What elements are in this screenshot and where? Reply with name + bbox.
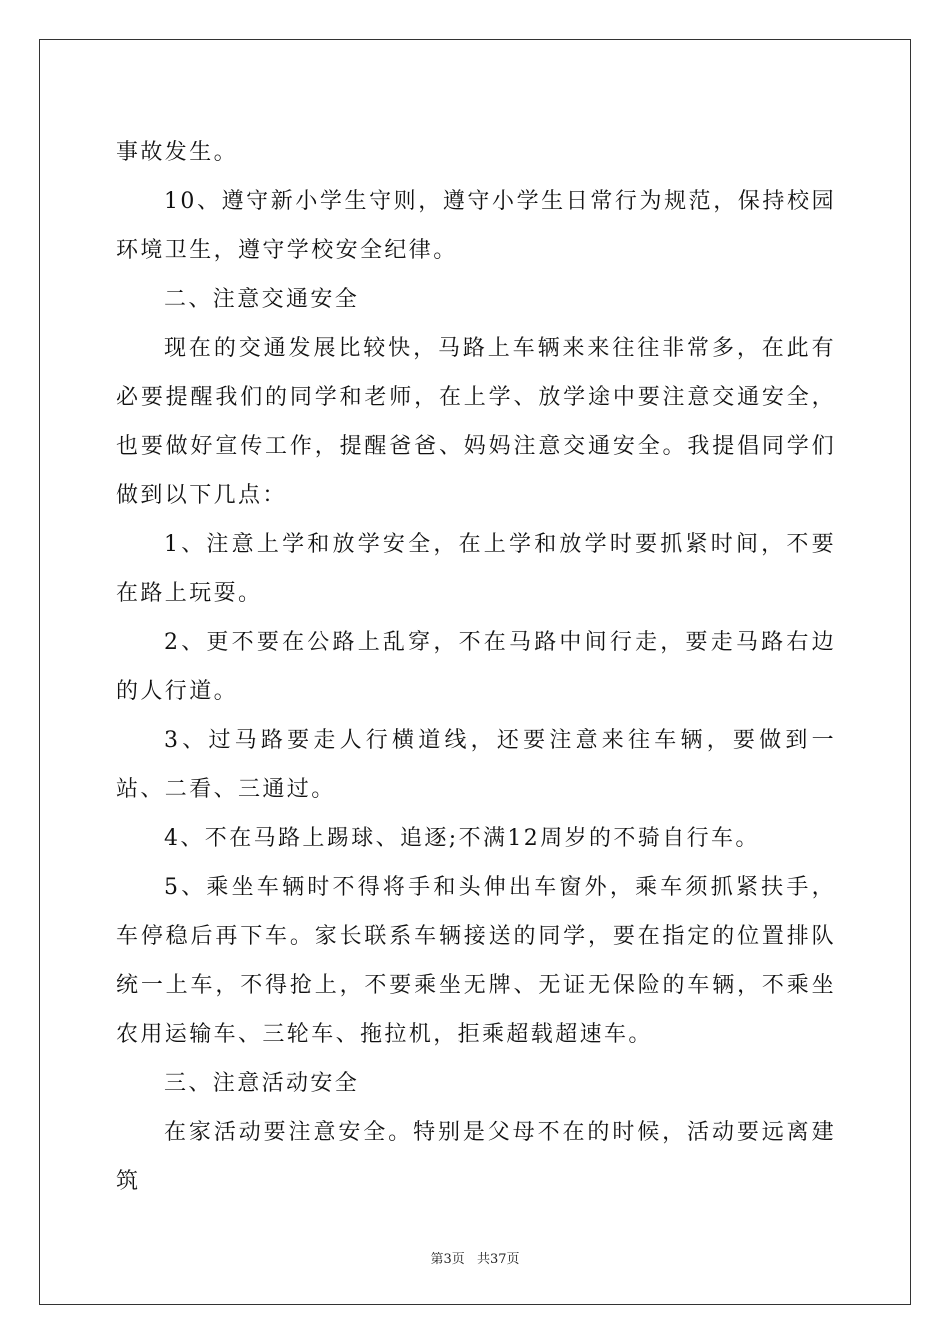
- list-item: 5、乘坐车辆时不得将手和头伸出车窗外，乘车须抓紧扶手，车停稳后再下车。家长联系车辆接送的同学，要在指定的位置排队统一上车，不得抢上，不要乘坐无牌、无证无保险的车辆，不乘坐农用运输车、三轮车、拖拉机，拒乘超载超速车。: [116, 875, 836, 1047]
- paragraph: 现在的交通发展比较快，马路上车辆来来往往非常多，在此有必要提醒我们的同学和老师，在上学、放学途中要注意交通安全，也要做好宣传工作，提醒爸爸、妈妈注意交通安全。我提倡同学们做到以下几点：: [116, 336, 836, 508]
- paragraph: 10、遵守新小学生守则，遵守小学生日常行为规范，保持校园环境卫生，遵守学校安全纪律。: [116, 189, 836, 263]
- list-item: 4、不在马路上踢球、追逐;不满12周岁的不骑自行车。: [164, 826, 760, 851]
- section-heading: 二、注意交通安全: [164, 287, 360, 312]
- page-number: 第3页: [430, 1252, 465, 1267]
- total-pages: 共37页: [476, 1252, 520, 1267]
- document-body: [116, 128, 836, 1206]
- list-item: 2、更不要在公路上乱穿，不在马路中间行走，要走马路右边的人行道。: [116, 630, 836, 704]
- list-item: 1、注意上学和放学安全，在上学和放学时要抓紧时间，不要在路上玩耍。: [116, 532, 836, 606]
- paragraph: 在家活动要注意安全。特别是父母不在的时候，活动要远离建筑: [116, 1120, 836, 1194]
- paragraph: 事故发生。: [116, 140, 239, 165]
- page-footer: [0, 1248, 950, 1267]
- section-heading: 三、注意活动安全: [164, 1071, 360, 1096]
- list-item: 3、过马路要走人行横道线，还要注意来往车辆，要做到一站、二看、三通过。: [116, 728, 836, 802]
